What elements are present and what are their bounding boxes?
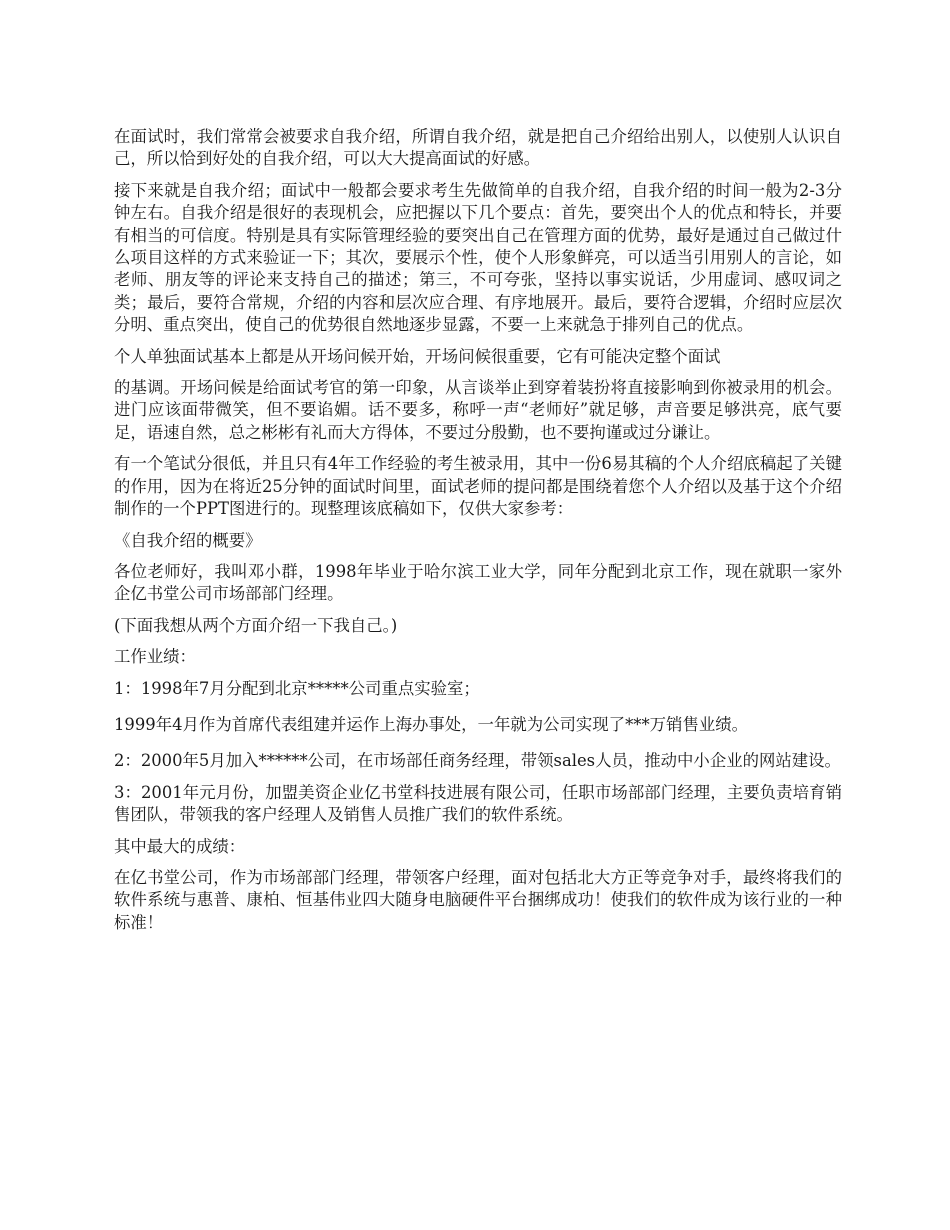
paragraph-intro: 在面试时，我们常常会被要求自我介绍，所谓自我介绍，就是把自己介绍给出别人，以使别人认识自己，所以恰到好处的自我介绍，可以大大提高面试的好感。 [114,127,842,169]
paragraph-work-heading: 工作业绩： [114,647,196,667]
paragraph-two-aspects: (下面我想从两个方面介绍一下我自己。) [114,615,398,635]
paragraph-outline-title: 《自我介绍的概要》 [114,530,262,550]
paragraph-achievement-heading: 其中最大的成绩： [114,836,246,856]
document-body [114,126,842,943]
paragraph-work-item-3: 3：2001年元月份，加盟美资企业亿书堂科技进展有限公司，任职市场部部门经理，主要负责培育销售团队，带领我的客户经理人及销售人员推广我们的软件系统。 [114,782,842,825]
paragraph-self-intro: 各位老师好，我叫邓小群，1998年毕业于哈尔滨工业大学，同年分配到北京工作，现在就职一家外企亿书堂公司市场部部门经理。 [114,561,842,604]
paragraph-first-impression: 的基调。开场问候是给面试考官的第一印象，从言谈举止到穿着装扮将直接影响到你被录用的机会。进门应该面带微笑，但不要谄媚。话不要多，称呼一声“老师好”就足够，声音要足够洪亮，底气要足，语速自然，总之彬彬有礼而大方得体，不要过分殷勤，也不要拘谨或过分谦让。 [114,378,842,442]
paragraph-opening-greeting: 个人单独面试基本上都是从开场问候开始，开场问候很重要，它有可能决定整个面试 [114,346,721,366]
paragraph-work-item-2: 2：2000年5月加入******公司，在市场部任商务经理，带领sales人员，推动中小企业的网站建设。 [114,751,841,771]
paragraph-key-points: 接下来就是自我介绍；面试中一般都会要求考生先做简单的自我介绍，自我介绍的时间一般为2-3分钟左右。自我介绍是很好的表现机会，应把握以下几个要点：首先，要突出个人的优点和特长，并要有相当的可信度。特别是具有实际管理经验的要突出自己在管理方面的优势，最好是通过自己做过什么项目这样的方式来验证一下；其次，要展示个性，使个人形象鲜亮，可以适当引用别人的言论，如老师、朋友等的评论来支持自己的描述；第三，不可夸张，坚持以事实说话，少用虚词、感叹词之类；最后，要符合常规，介绍的内容和层次应合理、有序地展开。最后，要符合逻辑，介绍时应层次分明、重点突出，使自己的优势很自然地逐步显露，不要一上来就急于排列自己的优点。 [114,180,842,335]
paragraph-work-item-1b: 1999年4月作为首席代表组建并运作上海办事处，一年就为公司实现了***万销售业绩。 [114,714,749,734]
paragraph-achievement: 在亿书堂公司，作为市场部部门经理，带领客户经理，面对包括北大方正等竞争对手，最终将我们的软件系统与惠普、康柏、恒基伟业四大随身电脑硬件平台捆绑成功！使我们的软件成为该行业的一种标准！ [114,867,842,932]
paragraph-work-item-1: 1：1998年7月分配到北京*****公司重点实验室； [114,678,480,698]
paragraph-case-story: 有一个笔试分很低，并且只有4年工作经验的考生被录用，其中一份6易其稿的个人介绍底稿起了关键的作用，因为在将近25分钟的面试时间里，面试老师的提问都是围绕着您个人介绍以及基于这个介绍制作的一个PPT图进行的。现整理该底稿如下，仅供大家参考： [114,454,842,519]
